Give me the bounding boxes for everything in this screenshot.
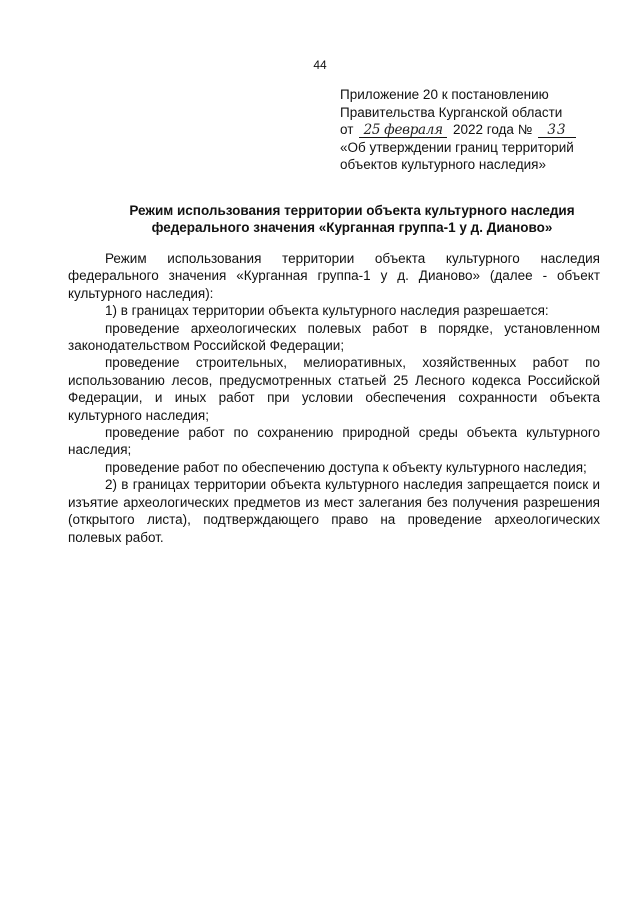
document-title bbox=[104, 202, 600, 236]
paragraph-permitted-heading: 1) в границах территории объекта культурного наследия разрешается: bbox=[105, 303, 549, 319]
appendix-line-1: Приложение 20 к постановлению bbox=[340, 87, 549, 102]
paragraph-permitted-access: проведение работ по обеспечению доступа к объекту культурного наследия; bbox=[105, 459, 587, 475]
appendix-date-line bbox=[340, 121, 620, 139]
document-body bbox=[68, 250, 600, 546]
paragraph-permitted-construction: проведение строительных, мелиоративных, хозяйственных работ по использованию лесов, предусмотренных статьей 25 Лесного кодекса Российской Федерации, и иных работ при условии обеспечения сохранности объекта культурного наследия; bbox=[68, 355, 600, 423]
date-prefix: от bbox=[340, 122, 354, 137]
title-line-1: Режим использования территории объекта культурного наследия bbox=[129, 203, 575, 218]
date-suffix: 2022 года bbox=[452, 122, 514, 137]
page-number: 44 bbox=[313, 58, 327, 72]
appendix-line-2: Правительства Курганской области bbox=[340, 104, 563, 120]
appendix-line-4: «Об утверждении границ территорий bbox=[340, 139, 574, 155]
title-line-2: федерального значения «Курганная группа-1 у д. Дианово» bbox=[151, 220, 553, 235]
appendix-line-5: объектов культурного наследия» bbox=[340, 157, 546, 172]
handwritten-number: 33 bbox=[538, 123, 576, 138]
paragraph-permitted-archaeology: проведение археологических полевых работ в порядке, установленном законодательством Российской Федерации; bbox=[68, 320, 600, 354]
number-prefix: № bbox=[517, 122, 533, 137]
handwritten-date: 25 февраля bbox=[359, 123, 447, 138]
paragraph-prohibited: 2) в границах территории объекта культурного наследия запрещается поиск и изъятие археологических предметов из мест залегания без получения разрешения (открытого листа), подтверждающего право на проведение археологических полевых работ. bbox=[68, 477, 600, 545]
paragraph-intro: Режим использования территории объекта культурного наследия федерального значения «Курганная группа-1 у д. Дианово» (далее - объект культурного наследия): bbox=[68, 251, 600, 301]
appendix-header bbox=[340, 86, 620, 174]
paragraph-permitted-environment: проведение работ по сохранению природной среды объекта культурного наследия; bbox=[68, 425, 600, 458]
